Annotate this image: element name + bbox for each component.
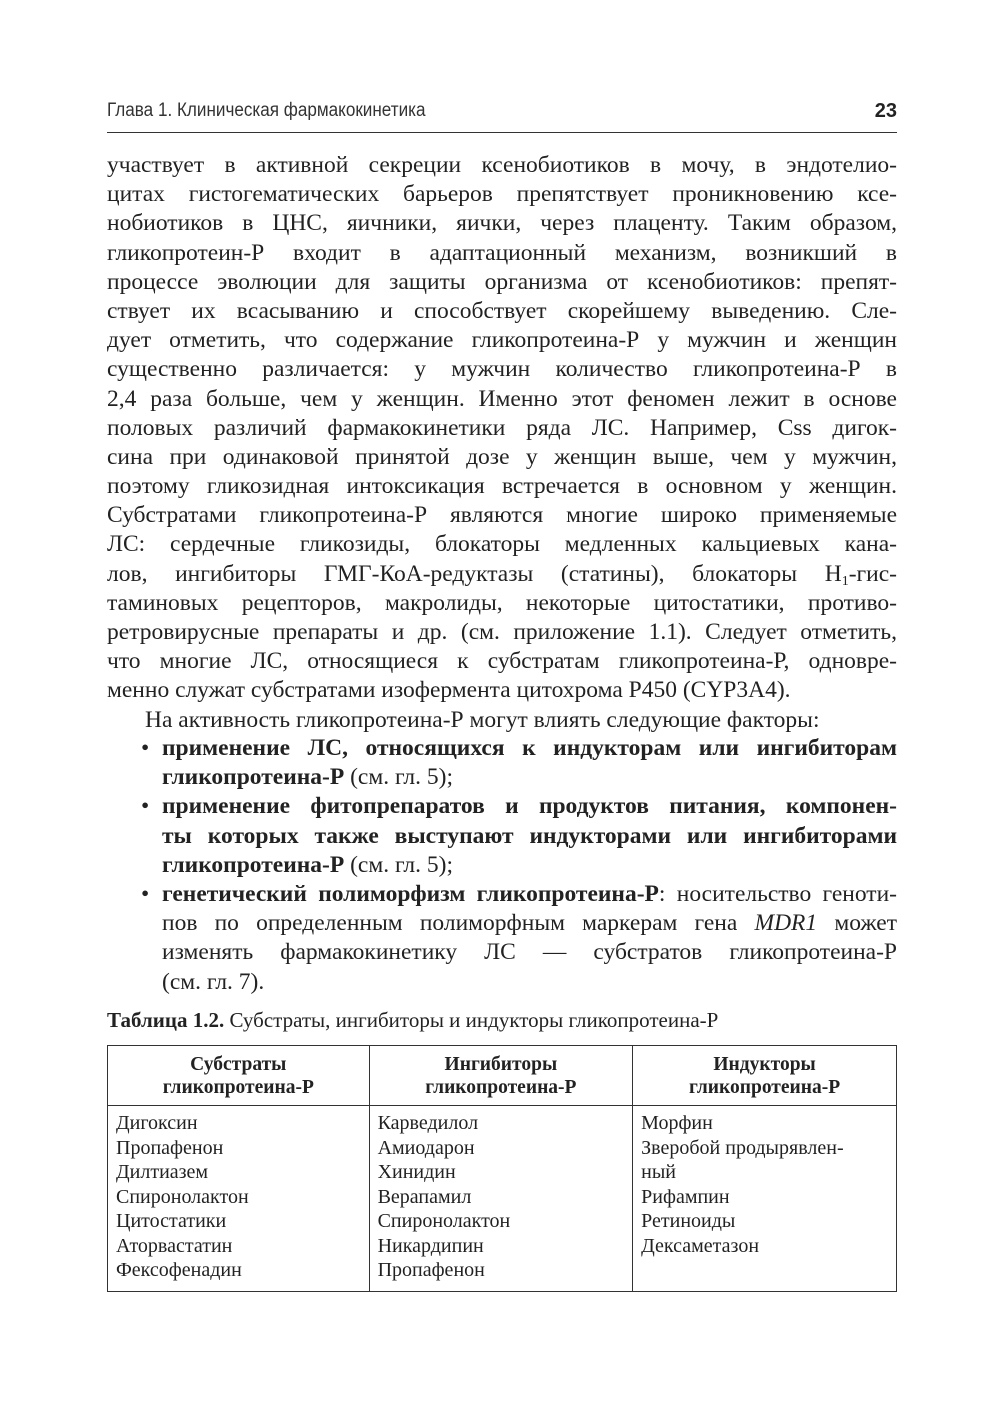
body-text (107, 151, 897, 735)
text-fragment: (см. гл. 5); (344, 851, 453, 878)
list-line (162, 734, 897, 763)
bold-text: применение фитопрепаратов и продуктов питания, компонен- (162, 793, 897, 820)
paragraph-intro: На активность гликопротеина-Р могут влиять следующие факторы: (145, 706, 820, 733)
subscript: 1 (841, 573, 849, 589)
list-line (162, 763, 897, 792)
list-item: Спиронолактон (116, 1185, 249, 1208)
list-item (107, 734, 897, 792)
page-number: 23 (874, 100, 897, 122)
list-item: Амиодарон (377, 1136, 475, 1159)
text-line: таминовых рецепторов, макролиды, некоторые цитостатики, противо- (107, 589, 897, 616)
text-line: поэтому гликозидная интоксикация встречается в основном у женщин. (107, 473, 897, 500)
bold-text: генетический полиморфизм гликопротеина-Р (162, 880, 659, 907)
list-item (107, 792, 897, 880)
header-substrates (108, 1046, 370, 1106)
text-line: участвует в активной секреции ксенобиотиков в мочу, в эндотелио- (107, 152, 897, 178)
inducers-cell (633, 1106, 897, 1292)
list-item: Аторвастатин (116, 1234, 233, 1257)
list-item: Пропафенон (377, 1259, 485, 1281)
header-line: гликопротеина-Р (688, 1077, 841, 1098)
list-item: Зверобой продырявлен- (641, 1136, 844, 1159)
table-number: Таблица 1.2. (107, 1008, 225, 1032)
list-line: изменять фармакокинетику ЛС — субстратов гликопротеина-Р (162, 939, 897, 966)
bold-text: гликопротеина-Р (162, 851, 345, 878)
inhibitors-cell (369, 1106, 633, 1292)
header-line: Субстраты (190, 1054, 287, 1075)
text-line: 2,4 раза больше, чем у женщин. Именно этот феномен лежит в основе (107, 385, 897, 412)
list-line (162, 909, 897, 938)
text-fragment: (см. гл. 5); (344, 764, 453, 791)
text-line: цитах гистогематических барьеров препятствует проникновению ксе- (107, 181, 897, 208)
bullet-icon: • (141, 793, 150, 820)
text-line: гликопротеин-Р входит в адаптационный механизм, возникший в (107, 239, 897, 266)
header-inducers (633, 1046, 897, 1106)
text-line: ретровирусные препараты и др. (см. приложение 1.1). Следует отметить, (107, 619, 897, 645)
table-row (108, 1106, 897, 1292)
running-header (107, 100, 897, 128)
list-line: (см. гл. 7). (162, 968, 265, 995)
text-fragment: может (817, 910, 897, 937)
text-line: нобиотиков в ЦНС, яичники, яички, через плаценту. Таким образом, (107, 210, 897, 237)
list-item: Цитостатики (116, 1210, 227, 1232)
bold-text: гликопротеина-Р (162, 764, 345, 791)
list-line (162, 851, 897, 880)
caption-text: Субстраты, ингибиторы и индукторы гликопротеина-Р (224, 1008, 719, 1032)
text-line: менно служат субстратами изофермента цитохрома Р450 (CYP3A4). (107, 677, 791, 704)
list-item: Рифампин (641, 1185, 730, 1208)
text-fragment: пов по определенным полиморфным маркерам гена (162, 910, 755, 937)
text-line: ствует их всасыванию и способствует скорейшему выведению. Сле- (107, 297, 897, 324)
text-line: процессе эволюции для защиты организма от ксенобиотиков: препят- (107, 268, 897, 295)
text-fragment: лов, ингибиторы ГМГ-КоА-редуктазы (статины), блокаторы Н (107, 560, 842, 587)
header-line: Индукторы (713, 1054, 816, 1075)
text-line-h1 (107, 560, 897, 589)
table-caption (107, 1008, 897, 1033)
bold-text: применение ЛС, относящихся к индукторам или ингибиторам (162, 735, 897, 761)
list-item: Фексофенадин (116, 1259, 242, 1281)
list-item: Хинидин (377, 1161, 456, 1183)
text-line: Субстратами гликопротеина-Р являются многие широко применяемые (107, 502, 897, 529)
bullet-icon: • (141, 880, 150, 907)
text-fragment: -гис- (848, 560, 897, 587)
text-line: существенно различается: у мужчин количество гликопротеина-Р в (107, 356, 897, 383)
list-item: Никардипин (377, 1234, 484, 1257)
text-line: ЛС: сердечные гликозиды, блокаторы медленных кальциевых кана- (107, 531, 897, 558)
header-rule (107, 132, 897, 133)
header-inhibitors (369, 1046, 633, 1106)
list-line (162, 822, 897, 851)
gene-name: MDR1 (754, 910, 818, 937)
chapter-title: Глава 1. Клиническая фармакокинетика (107, 100, 426, 121)
list-item: Дилтиазем (116, 1161, 209, 1183)
text-line: сина при одинаковой принятой дозе у женщин выше, чем у мужчин, (107, 443, 897, 470)
list-line (162, 880, 897, 909)
text-line: что многие ЛС, относящиеся к субстратам гликопротеина-Р, одновре- (107, 648, 897, 675)
bold-text: ты которых также выступают индукторами или ингибиторами (162, 822, 897, 849)
pgp-table (107, 1045, 897, 1292)
table-header-row (108, 1046, 897, 1106)
list-item: Дигоксин (116, 1112, 198, 1134)
bullet-icon: • (141, 735, 150, 761)
list-item (107, 880, 897, 997)
list-item: Карведилол (377, 1112, 479, 1134)
list-item: Спиронолактон (377, 1210, 511, 1232)
header-line: гликопротеина-Р (425, 1077, 577, 1098)
factor-list (107, 734, 897, 997)
header-line: Ингибиторы (444, 1054, 558, 1075)
list-item: Верапамил (377, 1185, 472, 1208)
text-line: дует отметить, что содержание гликопротеина-Р у мужчин и женщин (107, 327, 897, 354)
text-line: половых различий фармакокинетики ряда ЛС. Например, Css дигок- (107, 414, 897, 441)
list-item: Дексаметазон (641, 1234, 760, 1257)
header-line: гликопротеина-Р (162, 1077, 314, 1098)
list-item: ный (641, 1161, 676, 1183)
list-line (162, 792, 897, 821)
substrates-cell (108, 1106, 370, 1292)
list-item: Пропафенон (116, 1136, 224, 1159)
list-item: Морфин (641, 1112, 713, 1134)
list-item: Ретиноиды (641, 1210, 736, 1232)
text-fragment: : носительство геноти- (658, 880, 897, 907)
